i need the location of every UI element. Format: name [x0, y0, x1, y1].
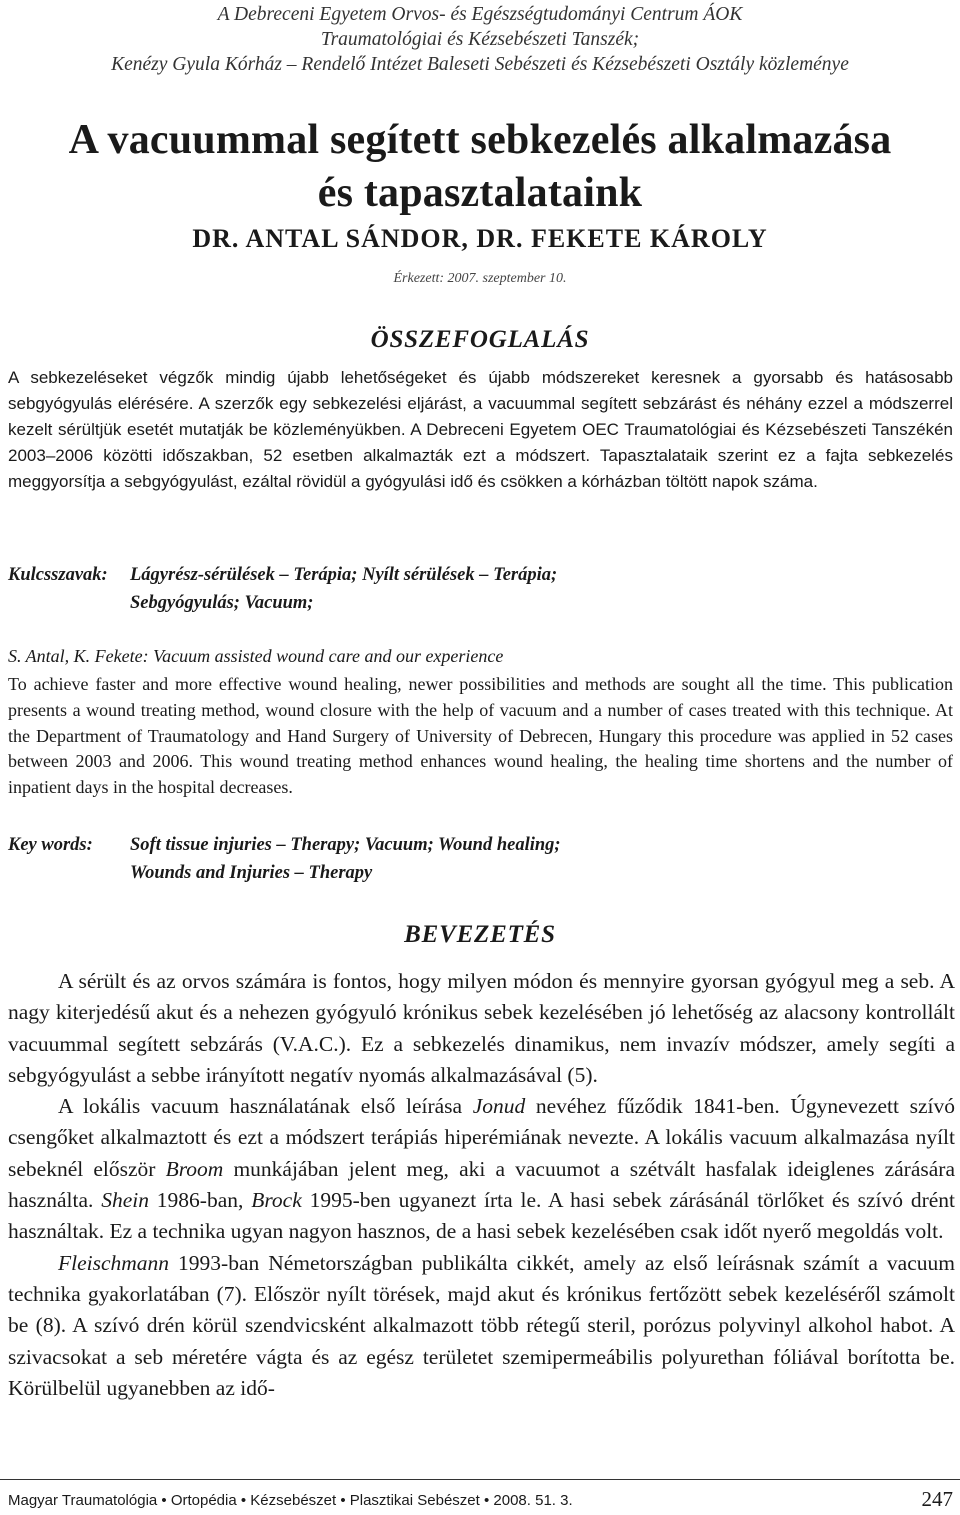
name-jonud: Jonud — [472, 1094, 526, 1119]
name-shein: Shein — [101, 1188, 149, 1213]
footer-divider — [0, 1479, 960, 1480]
institution-header — [0, 2, 960, 77]
p3-text: 1993-ban Németországban publikálta cikkét, amely az első leírásnak számít a vacuum technika gyakorlatában (7). Először nyílt törések, majd akut és krónikus fertőzött sebek kezeléséről számolt be (8). A szívó drén körül szendvicsként alkalmazott több rétegű steril, porózus polyvinyl alkohol habot. A szivacsokat a seb méretére vágta és az egész területet szemipermeábilis polyurethan fóliával borította be. Körülbelül ugyanebben az idő- — [8, 1250, 955, 1400]
article-authors: DR. ANTAL SÁNDOR, DR. FEKETE KÁROLY — [192, 224, 768, 253]
keywords-hu-line-1: Lágyrész-sérülések – Terápia; Nyílt sérülések – Terápia; — [130, 565, 558, 585]
intro-paragraph-1: A sérült és az orvos számára is fontos, hogy milyen módon és mennyire gyorsan gyógyul meg a seb. A nagy kiterjedésű akut és a nehezen gyógyuló krónikus sebek kezelésében jó lehetőség az alacsony kontrollált vacuummal segített sebzárás (V.A.C.). Ez a sebkezelés dinamikus, nem invazív módszer, amely segíti a sebgyógyulást a sebbe irányított negatív nyomás alkalmazásával (5). — [8, 969, 955, 1087]
intro-paragraph-3 — [8, 1248, 955, 1404]
introduction-body — [8, 966, 955, 1404]
english-abstract: To achieve faster and more effective wound healing, newer possibilities and methods are sought all the time. This publication presents a wound treating method, wound closure with the help of vacuum and a number of cases treated with this technique. At the Department of Traumatology and Hand Surgery of University of Debrecen, Hungary this procedure was applied in 52 cases between 2003 and 2006. This wound treating method enhances wound healing, the healing time shortens and the number of inpatient days in the hospital decreases. — [8, 674, 953, 798]
header-line-3: Kenézy Gyula Kórház – Rendelő Intézet Baleseti Sebészeti és Kézsebészeti Osztály közleménye — [111, 54, 849, 75]
p2-text-d: 1986-ban, — [148, 1188, 252, 1213]
name-broom: Broom — [165, 1156, 224, 1181]
name-fleischmann: Fleischmann — [58, 1250, 170, 1275]
page-number: 247 — [921, 1487, 953, 1511]
name-brock: Brock — [251, 1188, 302, 1213]
keywords-en-label: Key words: — [8, 835, 93, 855]
keywords-hu-label: Kulcsszavak: — [8, 565, 108, 585]
header-line-2: Traumatológiai és Kézsebészeti Tanszék; — [320, 29, 640, 50]
keywords-hu-line-2: Sebgyógyulás; Vacuum; — [130, 593, 314, 613]
keywords-en-line-1: Soft tissue injuries – Therapy; Vacuum; Wound healing; — [130, 835, 561, 855]
p2-text-c: munkájában jelent meg, aki a vacuumot a szétvált hasfalak ideiglenes zárására használta. — [8, 1156, 955, 1213]
p2-text-e: 1995-ben ugyanezt írta le. A hasi sebek zárásánál törlőket és szívó drént használtak. Ez a technika ugyan nagyon hasznos, de a hasi sebek kezelésében csak időt nyerő megoldás volt. — [8, 1188, 956, 1244]
p2-text-a: A lokális vacuum használatának első leírása — [58, 1094, 473, 1119]
article-title — [0, 114, 960, 220]
keywords-en-line-2: Wounds and Injuries – Therapy — [130, 863, 373, 883]
intro-paragraph-2 — [8, 1091, 955, 1247]
introduction-heading: BEVEZETÉS — [404, 921, 556, 948]
summary-heading: ÖSSZEFOGLALÁS — [370, 326, 590, 353]
journal-name: Magyar Traumatológia • Ortopédia • Kézsebészet • Plasztikai Sebészet • 2008. 51. 3. — [8, 1492, 573, 1509]
p2-text-b: nevéhez fűződik 1841-ben. Úgynevezett szívó csengőket alkalmaztott és ezt a módszert terápiás hiperémiának nevezte. A lokális vacuum alkalmazása nyílt sebeknél először — [8, 1094, 955, 1181]
title-line-2: és tapasztalataink — [317, 170, 643, 216]
title-line-1: A vacuummal segített sebkezelés alkalmazása — [68, 117, 892, 163]
received-date: Érkezett: 2007. szeptember 10. — [393, 271, 567, 286]
english-title: S. Antal, K. Fekete: Vacuum assisted wound care and our experience — [8, 646, 504, 666]
header-line-1: A Debreceni Egyetem Orvos- és Egészségtudományi Centrum ÁOK — [217, 4, 743, 25]
summary-text: A sebkezeléseket végzők mindig újabb lehetőségeket és újabb módszereket keresnek a gyorsabb és hatásosabb sebgyógyulás elérésére. A szerzők egy sebkezelési eljárást, a vacuummal segített sebzárást és néhány ezzel a módszerrel kezelt sérültjük esetét mutatják be közleményükben. A Debreceni Egyetem OEC Traumatológiai és Kézsebészeti Tanszékén 2003–2006 közötti időszakban, 52 esetben alkalmazták ezt a módszert. Tapasztalataik szerint ez a fajta sebkezelés meggyorsítja a sebgyógyulást, ezáltal rövidül a gyógyulási idő és csökken a kórházban töltött napok száma. — [8, 368, 953, 491]
